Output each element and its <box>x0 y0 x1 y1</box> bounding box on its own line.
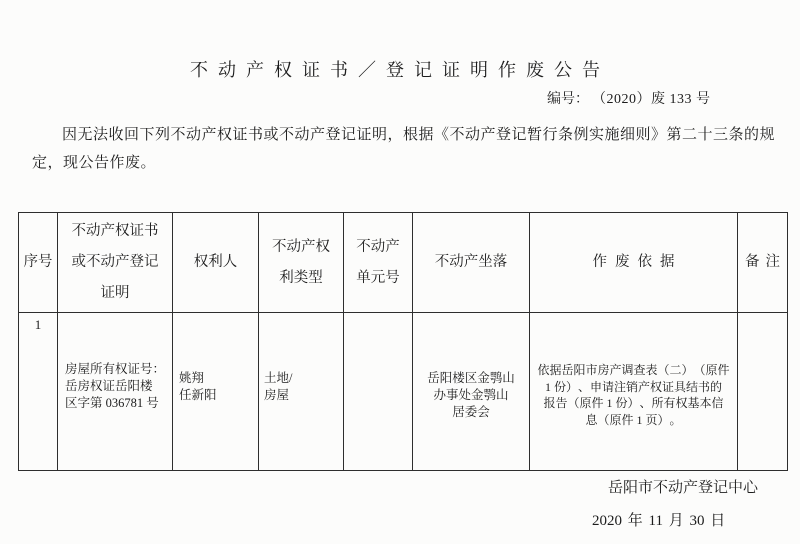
header-right-holder <box>173 213 259 313</box>
header-line: 不动产 <box>356 238 400 255</box>
cell-line: 办事处金鹗山 <box>433 388 509 402</box>
cell-index <box>19 313 58 471</box>
cell-line: 岳阳楼区金鹗山 <box>427 371 515 385</box>
cell-line: 1 <box>34 317 42 332</box>
cell-line: 土地/ <box>264 371 293 385</box>
cell-line: 岳房权证岳阳楼 <box>65 379 153 393</box>
header-line: 或不动产登记 <box>71 254 159 270</box>
cell-line: 区字第 036781 号 <box>65 396 159 410</box>
header-remarks <box>738 213 788 313</box>
header-line: 权利人 <box>193 254 238 270</box>
header-line: 作废依据 <box>592 254 683 270</box>
cell-unit-number <box>344 313 413 471</box>
void-certificates-table <box>18 212 788 471</box>
header-void-basis <box>530 213 738 313</box>
notice-title: 不动产权证书／登记证明作废公告 <box>190 60 610 80</box>
header-index <box>19 213 58 313</box>
notice-body-text: 因无法收回下列不动产权证书或不动产登记证明，根据《不动产登记暂行条例实施细则》第二十三条的规定，现公告作废。 <box>32 127 776 171</box>
cell-line: 任新阳 <box>179 388 217 402</box>
header-certificate <box>58 213 173 313</box>
header-line: 不动产权证书 <box>71 223 159 239</box>
header-line: 不动产权 <box>272 238 330 255</box>
table-header-row <box>19 213 788 313</box>
cell-line: 报告（原件 1 份）、所有权基本信 <box>543 396 724 410</box>
header-line: 备注 <box>745 254 786 270</box>
cell-line: 房屋 <box>264 388 290 402</box>
cell-line: 息（原件 1 页）。 <box>585 412 682 427</box>
document-number-label: 编号： <box>547 92 589 107</box>
cell-certificate <box>58 313 173 471</box>
issue-date: 2020 年 11 月 30 日 <box>592 513 726 529</box>
cell-line: 房屋所有权证号： <box>65 362 166 376</box>
header-location <box>413 213 530 313</box>
header-line: 序号 <box>23 254 53 270</box>
document-number <box>547 91 711 109</box>
cell-location <box>413 313 530 471</box>
cell-void-basis <box>530 313 738 471</box>
cell-line: 居委会 <box>452 405 490 419</box>
issuing-authority: 岳阳市不动产登记中心 <box>608 480 759 496</box>
cell-remarks <box>738 313 788 471</box>
cell-line: 姚翔 <box>179 371 205 385</box>
header-right-type <box>259 213 344 313</box>
table-row <box>19 313 788 471</box>
header-line: 单元号 <box>356 269 400 286</box>
document-number-value: （2020）废 133 号 <box>592 92 711 107</box>
header-unit-number <box>344 213 413 313</box>
cell-line: 1 份）、申请注销产权证具结书的 <box>544 379 722 394</box>
cell-right-holders <box>173 313 259 471</box>
cell-right-type <box>259 313 344 471</box>
header-line: 证明 <box>100 285 130 301</box>
header-line: 不动产坐落 <box>434 254 508 270</box>
cell-line: 依据岳阳市房产调查表（二）（原件 <box>537 363 730 377</box>
header-line: 利类型 <box>279 269 323 286</box>
